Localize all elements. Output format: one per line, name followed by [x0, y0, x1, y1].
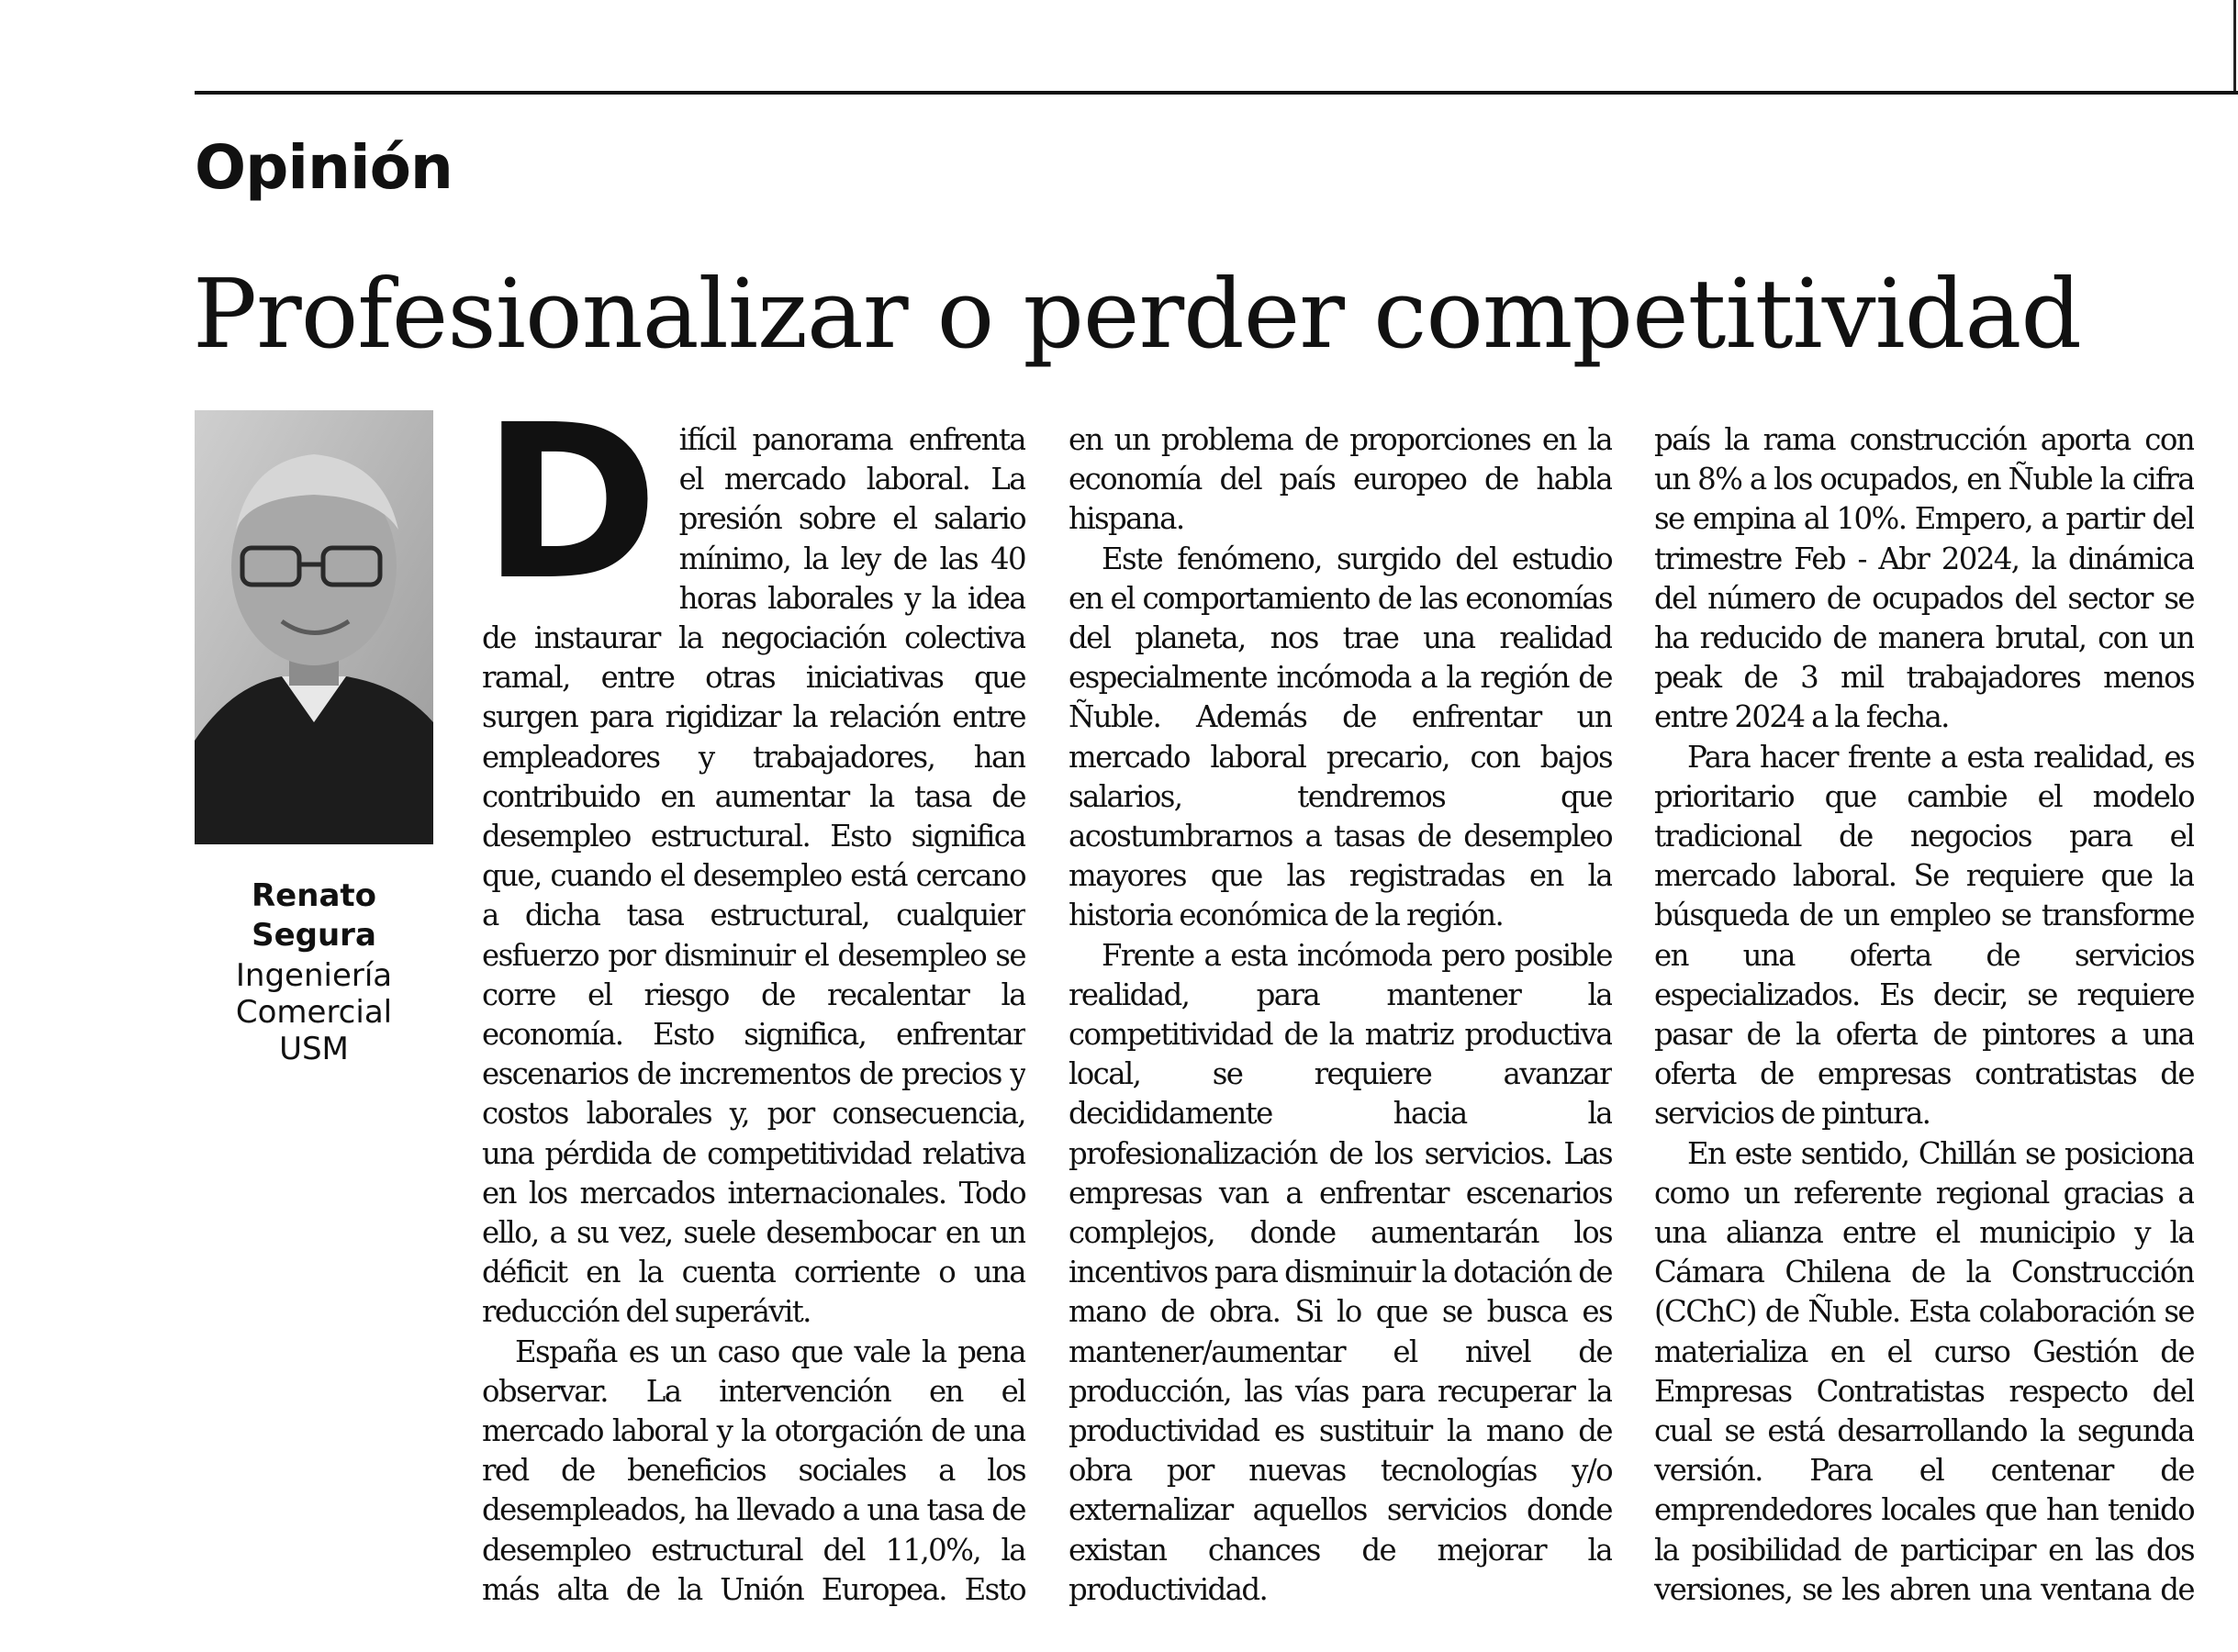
article-column-2: [1069, 420, 1612, 1641]
page-edge-line: [2233, 0, 2236, 92]
article-paragraph: en un problema de proporciones en la economía del país europeo de habla hispana.: [1069, 422, 1612, 537]
section-label: Opinión: [195, 132, 453, 203]
headline: Profesionalizar o perder competitividad: [193, 258, 2081, 370]
article-paragraph: país la rama construcción aporta con un 8% a los ocupados, en Ñuble la cifra se empina al 10%. Empero, a partir del trimestre Feb - Abr 2024, la dinámica del número de ocupados del sector se ha reducido de manera brutal, con un peak de 3 mil trabajadores menos entre 2024 a la fecha.: [1654, 422, 2194, 735]
article-paragraph: Para hacer frente a esta realidad, es prioritario que cambie el modelo tradicional de negocios para el mercado laboral. Se requiere que la búsqueda de un empleo se transforme en una oferta de servicios especializados. Es decir, se requiere pasar de la oferta de pintores a una oferta de empresas contratistas de servicios de pintura.: [1654, 739, 2194, 1132]
article-paragraph: En este sentido, Chillán se posiciona como un referente regional gracias a una alianza entre el municipio y la Cámara Chilena de la Construcción (CChC) de Ñuble. Esta colaboración se materializa en el curso Gestión de Empresas Contratistas respecto del cual se está desarrollando la segunda versión. Para el centenar de emprendedores locales que han tenido la posibilidad de participar en las dos versiones, se les abren una ventana de: [1654, 1135, 2194, 1607]
author-last-name: Segura: [252, 917, 376, 954]
author-first-name: Renato: [252, 877, 376, 914]
article-paragraph: Frente a esta incómoda pero posible realidad, para mantener la competitividad de la matriz productiva local, se requiere avanzar decididamente hacia la profesionalización de los servicios. Las empresas van a enfrentar escenarios complejos, donde aumentarán los incentivos para disminuir la dotación de mano de obra. Si lo que se busca es mantener/aumentar el nivel de producción, las vías para recuperar la productividad es sustituir la mano de obra por nuevas tecnologías y/o externalizar aquellos servicios donde existan chances de mejorar la productividad.: [1069, 937, 1612, 1607]
top-rule: [195, 91, 2238, 95]
article-column-3: [1654, 420, 2194, 1641]
article-paragraph: España es un caso que vale la pena observar. La intervención en el mercado laboral y la otorgación de una red de beneficios sociales a los desempleados, ha llevado a una tasa de desempleo estructural del 11,0%, la más alta de la Unión Europea. Esto: [482, 1334, 1025, 1607]
article-paragraph: Difícil panorama enfrenta el mercado laboral. La presión sobre el salario mínimo, la ley de las 40 horas laborales y la idea de instaurar la negociación colectiva ramal, entre otras iniciativas que surgen para rigidizar la relación entre empleadores y trabajadores, han contribuido en aumentar la tasa de desempleo estructural. Esto significa que, cuando el desempleo está cercano a dicha tasa estructural, cualquier esfuerzo por disminuir el desempleo se corre el riesgo de recalentar la economía. Esto significa, enfrentar escenarios de incrementos de precios y costos laborales y, por consecuencia, una pérdida de competitividad relativa en los mercados internacionales. Todo ello, a su vez, suele desembocar en un déficit en la cuenta corriente o una reducción del superávit.: [482, 420, 1025, 1330]
author-institution: USM: [279, 1031, 349, 1067]
author-photo: [195, 410, 433, 844]
author-role-line: Ingeniería: [235, 957, 393, 994]
author-role: [195, 957, 433, 1067]
article-column-1: [482, 420, 1025, 1641]
author-role-line: Comercial: [235, 994, 393, 1031]
drop-cap: D: [482, 420, 659, 627]
article-paragraph: Este fenómeno, surgido del estudio en el comportamiento de las economías del planeta, nos trae una realidad especialmente incómoda a la región de Ñuble. Además de enfrentar un mercado laboral precario, con bajos salarios, tendremos que acostumbrarnos a tasas de desempleo mayores que las registradas en la historia económica de la región.: [1069, 541, 1612, 933]
author-name: [195, 876, 433, 955]
